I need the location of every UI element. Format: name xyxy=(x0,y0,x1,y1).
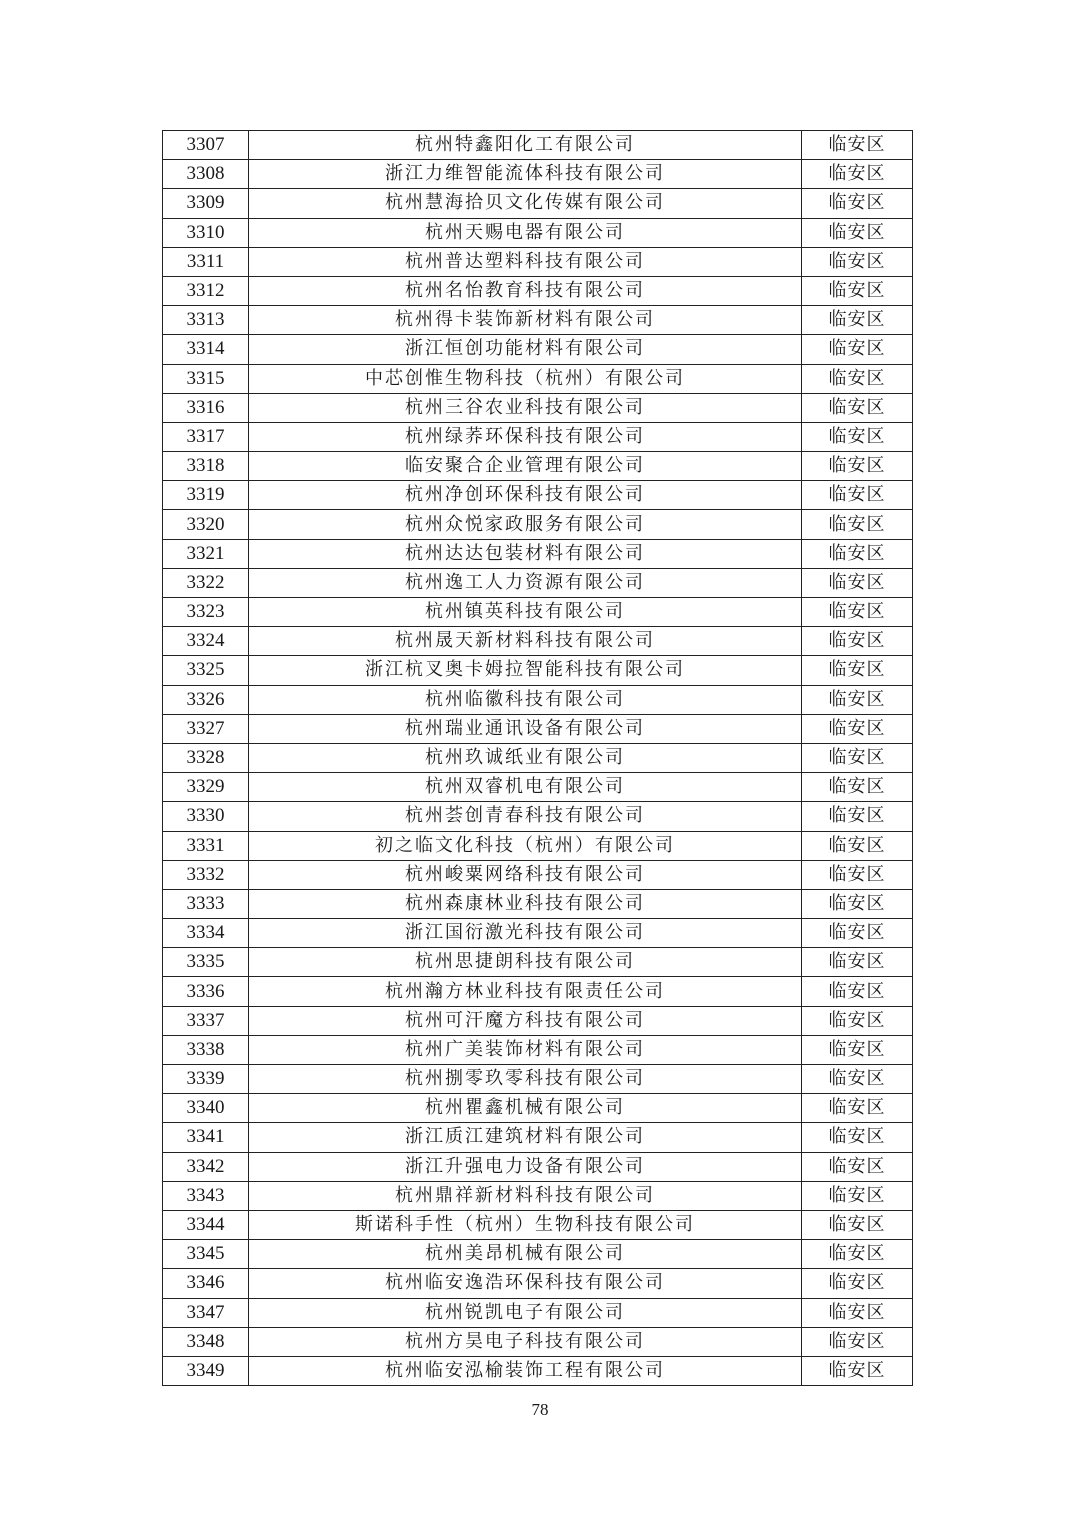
district-name: 临安区 xyxy=(802,422,913,451)
company-name: 杭州美昂机械有限公司 xyxy=(249,1240,802,1269)
company-name: 杭州慧海拾贝文化传媒有限公司 xyxy=(249,189,802,218)
company-list-table xyxy=(162,130,913,1386)
table-row xyxy=(163,276,913,305)
company-name: 杭州锐凯电子有限公司 xyxy=(249,1298,802,1327)
company-name: 杭州得卡装饰新材料有限公司 xyxy=(249,306,802,335)
row-number: 3332 xyxy=(163,860,249,889)
row-number: 3333 xyxy=(163,889,249,918)
table-row xyxy=(163,773,913,802)
row-number: 3334 xyxy=(163,919,249,948)
table-row xyxy=(163,889,913,918)
district-name: 临安区 xyxy=(802,773,913,802)
district-name: 临安区 xyxy=(802,539,913,568)
table-row xyxy=(163,1240,913,1269)
company-name: 杭州瀚方林业科技有限责任公司 xyxy=(249,977,802,1006)
district-name: 临安区 xyxy=(802,1240,913,1269)
district-name: 临安区 xyxy=(802,1298,913,1327)
company-name: 杭州名怡教育科技有限公司 xyxy=(249,276,802,305)
table-row xyxy=(163,1327,913,1356)
district-name: 临安区 xyxy=(802,1269,913,1298)
page-number: 78 xyxy=(531,1400,549,1419)
row-number: 3325 xyxy=(163,656,249,685)
company-name: 杭州玖诚纸业有限公司 xyxy=(249,743,802,772)
district-name: 临安区 xyxy=(802,1210,913,1239)
row-number: 3338 xyxy=(163,1035,249,1064)
district-name: 临安区 xyxy=(802,276,913,305)
table-row xyxy=(163,948,913,977)
company-list-body xyxy=(163,131,913,1386)
table-row xyxy=(163,1210,913,1239)
table-row xyxy=(163,802,913,831)
table-row xyxy=(163,1006,913,1035)
row-number: 3314 xyxy=(163,335,249,364)
district-name: 临安区 xyxy=(802,510,913,539)
row-number: 3343 xyxy=(163,1181,249,1210)
district-name: 临安区 xyxy=(802,919,913,948)
table-row xyxy=(163,247,913,276)
company-name: 杭州思捷朗科技有限公司 xyxy=(249,948,802,977)
district-name: 临安区 xyxy=(802,1152,913,1181)
company-name: 杭州双睿机电有限公司 xyxy=(249,773,802,802)
company-name: 杭州森康林业科技有限公司 xyxy=(249,889,802,918)
table-row xyxy=(163,1356,913,1385)
table-row xyxy=(163,481,913,510)
table-row xyxy=(163,1035,913,1064)
company-name: 杭州临徽科技有限公司 xyxy=(249,685,802,714)
row-number: 3324 xyxy=(163,627,249,656)
row-number: 3328 xyxy=(163,743,249,772)
row-number: 3336 xyxy=(163,977,249,1006)
row-number: 3339 xyxy=(163,1065,249,1094)
company-name: 杭州瞿鑫机械有限公司 xyxy=(249,1094,802,1123)
row-number: 3327 xyxy=(163,714,249,743)
company-name: 杭州可汗魔方科技有限公司 xyxy=(249,1006,802,1035)
company-name: 杭州众悦家政服务有限公司 xyxy=(249,510,802,539)
district-name: 临安区 xyxy=(802,160,913,189)
district-name: 临安区 xyxy=(802,656,913,685)
district-name: 临安区 xyxy=(802,598,913,627)
table-row xyxy=(163,335,913,364)
row-number: 3342 xyxy=(163,1152,249,1181)
district-name: 临安区 xyxy=(802,685,913,714)
table-row xyxy=(163,1152,913,1181)
table-row xyxy=(163,1181,913,1210)
row-number: 3307 xyxy=(163,131,249,160)
table-row xyxy=(163,656,913,685)
row-number: 3320 xyxy=(163,510,249,539)
row-number: 3335 xyxy=(163,948,249,977)
company-name: 浙江质江建筑材料有限公司 xyxy=(249,1123,802,1152)
district-name: 临安区 xyxy=(802,364,913,393)
row-number: 3315 xyxy=(163,364,249,393)
district-name: 临安区 xyxy=(802,1006,913,1035)
row-number: 3317 xyxy=(163,422,249,451)
table-row xyxy=(163,160,913,189)
company-name: 杭州天赐电器有限公司 xyxy=(249,218,802,247)
row-number: 3330 xyxy=(163,802,249,831)
district-name: 临安区 xyxy=(802,568,913,597)
company-name: 杭州瑞业通讯设备有限公司 xyxy=(249,714,802,743)
company-name: 杭州晟天新材料科技有限公司 xyxy=(249,627,802,656)
district-name: 临安区 xyxy=(802,247,913,276)
district-name: 临安区 xyxy=(802,452,913,481)
company-name: 杭州临安泓榆装饰工程有限公司 xyxy=(249,1356,802,1385)
row-number: 3331 xyxy=(163,831,249,860)
district-name: 临安区 xyxy=(802,1035,913,1064)
company-name: 浙江杭叉奥卡姆拉智能科技有限公司 xyxy=(249,656,802,685)
company-name: 浙江恒创功能材料有限公司 xyxy=(249,335,802,364)
district-name: 临安区 xyxy=(802,306,913,335)
district-name: 临安区 xyxy=(802,1356,913,1385)
table-row xyxy=(163,685,913,714)
district-name: 临安区 xyxy=(802,393,913,422)
table-row xyxy=(163,452,913,481)
company-name: 浙江力维智能流体科技有限公司 xyxy=(249,160,802,189)
table-row xyxy=(163,1298,913,1327)
table-row xyxy=(163,860,913,889)
table-row xyxy=(163,831,913,860)
table-row xyxy=(163,306,913,335)
row-number: 3316 xyxy=(163,393,249,422)
company-name: 斯诺科手性（杭州）生物科技有限公司 xyxy=(249,1210,802,1239)
row-number: 3309 xyxy=(163,189,249,218)
table-row xyxy=(163,1065,913,1094)
district-name: 临安区 xyxy=(802,131,913,160)
district-name: 临安区 xyxy=(802,1065,913,1094)
row-number: 3326 xyxy=(163,685,249,714)
row-number: 3344 xyxy=(163,1210,249,1239)
district-name: 临安区 xyxy=(802,743,913,772)
table-row xyxy=(163,131,913,160)
district-name: 临安区 xyxy=(802,860,913,889)
row-number: 3313 xyxy=(163,306,249,335)
table-row xyxy=(163,422,913,451)
row-number: 3349 xyxy=(163,1356,249,1385)
table-row xyxy=(163,510,913,539)
row-number: 3348 xyxy=(163,1327,249,1356)
company-name: 浙江国衍激光科技有限公司 xyxy=(249,919,802,948)
table-row xyxy=(163,1269,913,1298)
company-name: 杭州特鑫阳化工有限公司 xyxy=(249,131,802,160)
company-name: 杭州三谷农业科技有限公司 xyxy=(249,393,802,422)
company-name: 浙江升强电力设备有限公司 xyxy=(249,1152,802,1181)
table-row xyxy=(163,598,913,627)
row-number: 3318 xyxy=(163,452,249,481)
company-name: 杭州绿荞环保科技有限公司 xyxy=(249,422,802,451)
row-number: 3310 xyxy=(163,218,249,247)
company-name: 杭州广美装饰材料有限公司 xyxy=(249,1035,802,1064)
row-number: 3308 xyxy=(163,160,249,189)
row-number: 3312 xyxy=(163,276,249,305)
company-name: 杭州鼎祥新材料科技有限公司 xyxy=(249,1181,802,1210)
company-name: 中芯创惟生物科技（杭州）有限公司 xyxy=(249,364,802,393)
company-name: 杭州临安逸浩环保科技有限公司 xyxy=(249,1269,802,1298)
company-name: 杭州峻粟网络科技有限公司 xyxy=(249,860,802,889)
table-row xyxy=(163,919,913,948)
row-number: 3340 xyxy=(163,1094,249,1123)
company-name: 杭州普达塑料科技有限公司 xyxy=(249,247,802,276)
district-name: 临安区 xyxy=(802,189,913,218)
table-row xyxy=(163,977,913,1006)
row-number: 3345 xyxy=(163,1240,249,1269)
table-row xyxy=(163,627,913,656)
row-number: 3322 xyxy=(163,568,249,597)
row-number: 3321 xyxy=(163,539,249,568)
table-row xyxy=(163,189,913,218)
table-row xyxy=(163,1123,913,1152)
district-name: 临安区 xyxy=(802,218,913,247)
table-row xyxy=(163,714,913,743)
row-number: 3346 xyxy=(163,1269,249,1298)
district-name: 临安区 xyxy=(802,1181,913,1210)
company-name: 杭州镇英科技有限公司 xyxy=(249,598,802,627)
district-name: 临安区 xyxy=(802,948,913,977)
company-name: 杭州方昊电子科技有限公司 xyxy=(249,1327,802,1356)
district-name: 临安区 xyxy=(802,481,913,510)
company-name: 初之临文化科技（杭州）有限公司 xyxy=(249,831,802,860)
district-name: 临安区 xyxy=(802,977,913,1006)
table-row xyxy=(163,539,913,568)
row-number: 3341 xyxy=(163,1123,249,1152)
company-name: 杭州捌零玖零科技有限公司 xyxy=(249,1065,802,1094)
company-name: 杭州荟创青春科技有限公司 xyxy=(249,802,802,831)
district-name: 临安区 xyxy=(802,831,913,860)
table-row xyxy=(163,218,913,247)
row-number: 3323 xyxy=(163,598,249,627)
district-name: 临安区 xyxy=(802,627,913,656)
row-number: 3311 xyxy=(163,247,249,276)
row-number: 3337 xyxy=(163,1006,249,1035)
table-row xyxy=(163,393,913,422)
district-name: 临安区 xyxy=(802,1327,913,1356)
district-name: 临安区 xyxy=(802,889,913,918)
table-row xyxy=(163,1094,913,1123)
company-name: 杭州达达包装材料有限公司 xyxy=(249,539,802,568)
district-name: 临安区 xyxy=(802,1123,913,1152)
district-name: 临安区 xyxy=(802,1094,913,1123)
company-name: 临安聚合企业管理有限公司 xyxy=(249,452,802,481)
row-number: 3347 xyxy=(163,1298,249,1327)
row-number: 3329 xyxy=(163,773,249,802)
table-row xyxy=(163,743,913,772)
company-name: 杭州净创环保科技有限公司 xyxy=(249,481,802,510)
table-row xyxy=(163,364,913,393)
row-number: 3319 xyxy=(163,481,249,510)
district-name: 临安区 xyxy=(802,335,913,364)
district-name: 临安区 xyxy=(802,714,913,743)
table-row xyxy=(163,568,913,597)
district-name: 临安区 xyxy=(802,802,913,831)
company-name: 杭州逸工人力资源有限公司 xyxy=(249,568,802,597)
